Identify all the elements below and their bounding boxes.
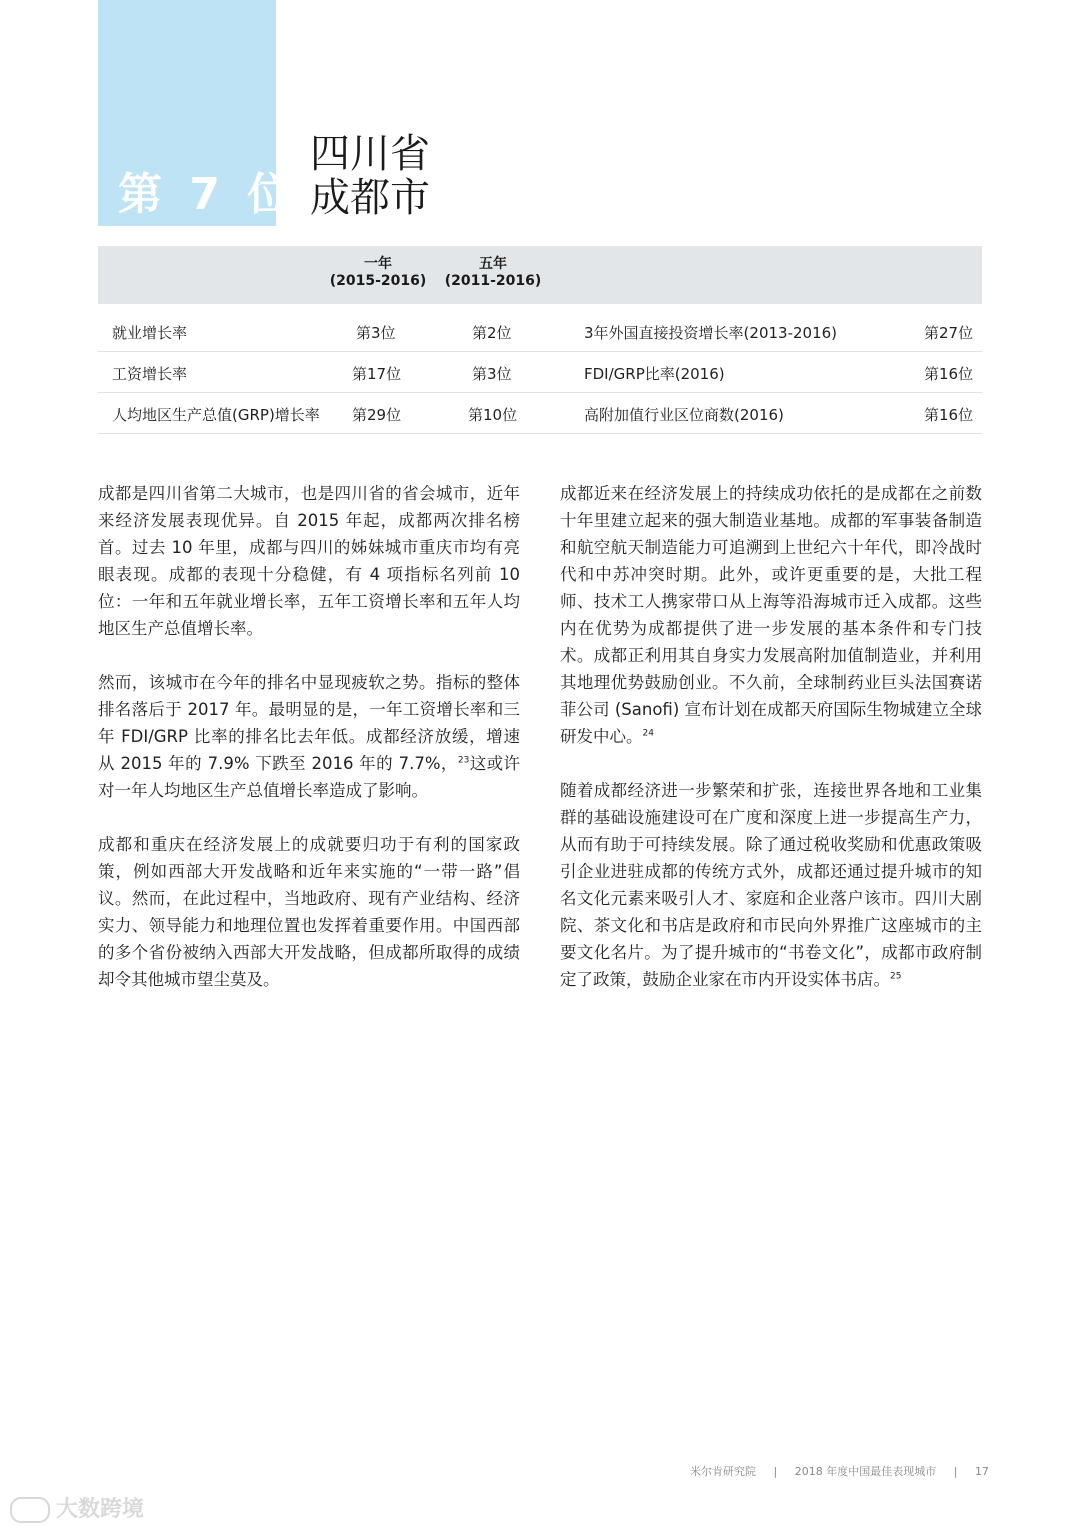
page-number: 17 xyxy=(974,1465,989,1478)
row-one-year: 第17位 xyxy=(352,365,402,383)
paragraph: 成都近来在经济发展上的持续成功依托的是成都在之前数十年里建立起来的强大制造业基地。成都的军事装备制造和航空航天制造能力可追溯到上世纪六十年代，即冷战时代和中苏冲突时期。此外，或许更重要的是，大批工程师、技术工人携家带口从上海等沿海城市迁入成都。这些内在优势为成都提供了进一步发展的基本条件和专门技术。成都正利用其自身实力发展高附加值制造业，并利用其地理优势鼓励创业。不久前，全球制药业巨头法国赛诺菲公司 (Sanofi) 宣布计划在成都天府国际生物城建立全球研发中心。$^{24}$ xyxy=(560,484,982,746)
row-right-label: 3年外国直接投资增长率(2013-2016) xyxy=(584,324,838,342)
paragraph: 成都是四川省第二大城市，也是四川省的省会城市，近年来经济发展表现优异。自 2015 年起，成都两次排名榜首。过去 10 年里，成都与四川的姊妹城市重庆市均有亮眼表现。成都的表现十分稳健，有 4 项指标名列前 10 位：一年和五年就业增长率，五年工资增长率和五年人均地区生产总值增长率。 xyxy=(98,484,520,638)
row-label: 人均地区生产总值(GRP)增长率 xyxy=(112,406,320,424)
row-right-value: 第27位 xyxy=(924,324,974,342)
row-label: 工资增长率 xyxy=(112,365,188,383)
table-header xyxy=(98,246,982,304)
paragraph: 随着成都经济进一步繁荣和扩张，连接世界各地和工业集群的基础设施建设可在广度和深度上进一步提高生产力，从而有助于可持续发展。除了通过税收奖励和优惠政策吸引企业进驻成都的传统方式外，成都还通过提升城市的知名文化元素来吸引人才、家庭和企业落户该市。四川大剧院、茶文化和书店是政府和市民向外界推广这座城市的主要文化名片。为了提升城市的“书卷文化”，成都市政府制定了政策，鼓励企业家在市内开设实体书店。$^{25}$ xyxy=(560,781,982,989)
watermark: 大数跨境 xyxy=(10,1492,144,1523)
row-five-year: 第3位 xyxy=(472,365,512,383)
col-head-one-year: 一年 (2015-2016) xyxy=(329,256,427,289)
footer-separator: | xyxy=(773,1465,778,1478)
province-name: 四川省 xyxy=(310,131,430,177)
watermark-logo-icon xyxy=(10,1497,50,1523)
paragraph: 然而，该城市在今年的排名中显现疲软之势。指标的整体排名落后于 2017 年。最明显的是，一年工资增长率和三年 FDI/GRP 比率的排名比去年低。成都经济放缓，增速从 2015 年的 7.9% 下跌至 2016 年的 7.7%，$^{23}$这或许对一年人均地区生产总值增长率造成了影响。 xyxy=(98,673,520,800)
row-five-year: 第2位 xyxy=(472,324,512,342)
city-title xyxy=(310,132,430,220)
footnote-ref: 25 xyxy=(890,971,902,982)
row-right-value: 第16位 xyxy=(924,406,974,424)
body-right-column xyxy=(560,480,982,1020)
footer-separator: | xyxy=(953,1465,958,1478)
row-right-value: 第16位 xyxy=(924,365,974,383)
paragraph: 成都和重庆在经济发展上的成就要归功于有利的国家政策，例如西部大开发战略和近年来实施的“一带一路”倡议。然而，在此过程中，当地政府、现有产业结构、经济实力、领导能力和地理位置也发挥着重要作用。中国西部的多个省份被纳入西部大开发战略，但成都所取得的成绩却令其他城市望尘莫及。 xyxy=(98,835,520,989)
row-right-label: 高附加值行业区位商数(2016) xyxy=(584,406,784,424)
table-row xyxy=(98,392,982,434)
footnote-ref: 24 xyxy=(642,728,654,739)
body-left-column xyxy=(98,480,520,1020)
row-label: 就业增长率 xyxy=(112,324,188,342)
footer-institute: 米尔肯研究院 xyxy=(690,1465,756,1478)
table-row xyxy=(98,351,982,393)
row-five-year: 第10位 xyxy=(468,406,518,424)
page-footer xyxy=(690,1463,1003,1479)
rank-label: 第 7 位 xyxy=(118,169,298,220)
col-head-five-year: 五年 (2011-2016) xyxy=(444,256,542,289)
footnote-ref: 23 xyxy=(457,755,470,766)
table-row xyxy=(98,310,982,352)
city-name: 成都市 xyxy=(310,175,430,221)
row-one-year: 第3位 xyxy=(356,324,396,342)
row-right-label: FDI/GRP比率(2016) xyxy=(584,365,725,383)
row-one-year: 第29位 xyxy=(352,406,402,424)
footer-report: 2018 年度中国最佳表现城市 xyxy=(794,1465,937,1478)
